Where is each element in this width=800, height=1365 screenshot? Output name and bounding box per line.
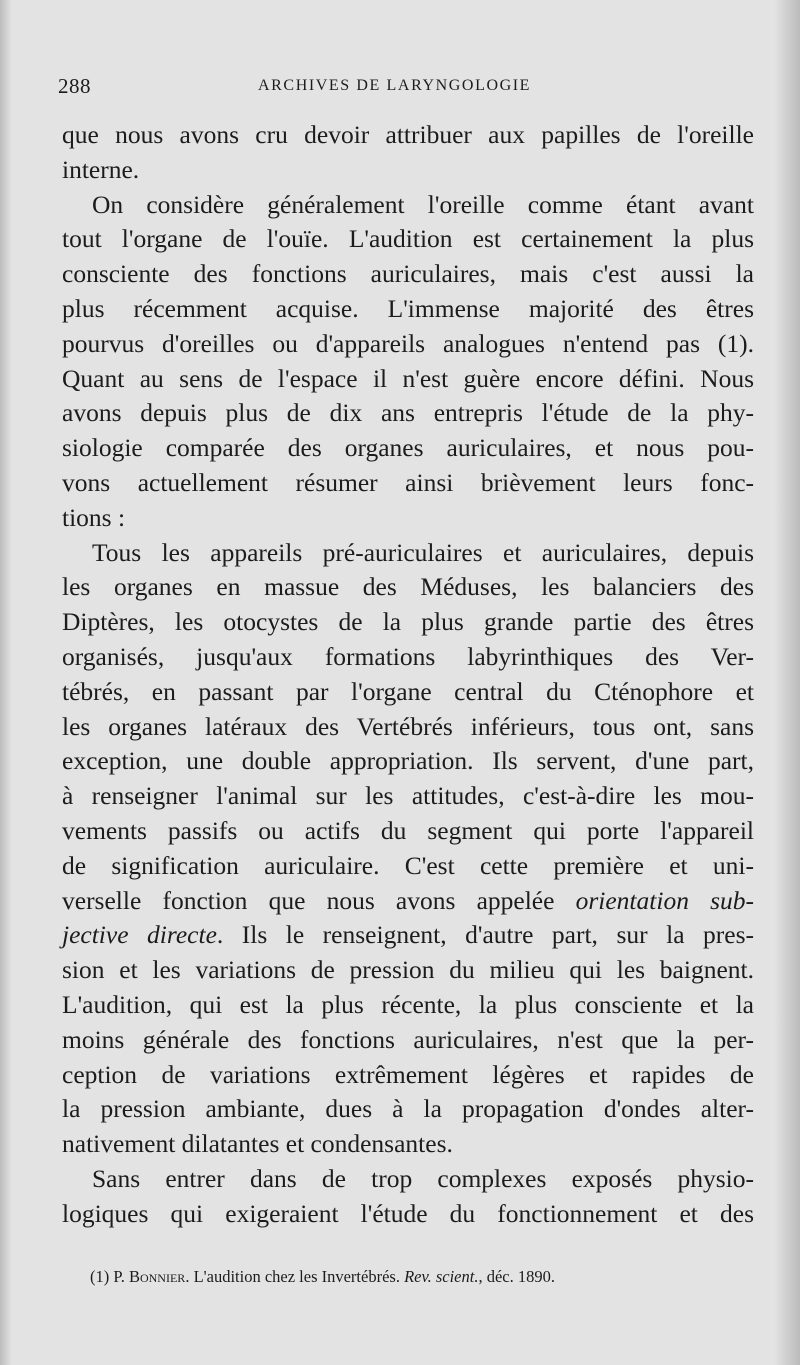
- text-line: [62, 918, 754, 953]
- text-line: avons depuis plus de dix ans entrepris l'étude de la phy-: [62, 398, 754, 428]
- text-fragment: verselle fonction que nous avons appelée: [62, 885, 555, 915]
- footnote: [90, 1267, 750, 1287]
- italic-term: orientation sub-: [575, 885, 755, 915]
- footnote-author: Bonnier: [128, 1267, 186, 1286]
- text-line: à renseigner l'animal sur les attitudes, c'est-à-dire les mou-: [62, 781, 754, 811]
- text-line: tébrés, en passant par l'organe central du Cténophore et: [62, 676, 754, 706]
- footnote-journal: Rev. scient.: [404, 1267, 479, 1286]
- footnote-date: , déc. 1890.: [478, 1267, 555, 1286]
- text-line: sion et les variations de pression du milieu qui les baignent.: [62, 955, 754, 985]
- text-line: pourvus d'oreilles ou d'appareils analogues n'entend pas (1).: [62, 328, 754, 358]
- text-line: tout l'organe de l'ouïe. L'audition est certainement la plus: [62, 224, 754, 254]
- text-line: Quant au sens de l'espace il n'est guère encore défini. Nous: [62, 363, 754, 393]
- running-title: ARCHIVES DE LARYNGOLOGIE: [258, 77, 532, 94]
- text-line: exception, une double appropriation. Ils servent, d'une part,: [62, 746, 754, 776]
- text-line: interne.: [62, 154, 140, 184]
- text-line: On considère généralement l'oreille comme étant avant: [92, 189, 754, 219]
- text-line: moins générale des fonctions auriculaires, n'est que la per-: [62, 1024, 754, 1054]
- page-number: 288: [58, 74, 91, 98]
- italic-term: jective directe: [62, 920, 217, 950]
- text-line: plus récemment acquise. L'immense majorité des êtres: [62, 293, 754, 323]
- page-edge-shadow-right: [774, 0, 800, 1365]
- text-line: nativement dilatantes et condensantes.: [62, 1129, 453, 1159]
- text-line: Diptères, les otocystes de la plus grande partie des êtres: [62, 607, 754, 637]
- text-line: ception de variations extrêmement légères et rapides de: [62, 1059, 754, 1089]
- text-line: la pression ambiante, dues à la propagation d'ondes alter-: [62, 1094, 754, 1124]
- text-line: siologie comparée des organes auriculaires, et nous pou-: [62, 433, 754, 463]
- text-line: les organes en massue des Méduses, les balanciers des: [62, 572, 754, 602]
- text-line: Sans entrer dans de trop complexes exposés physio-: [92, 1163, 754, 1193]
- text-fragment: . Ils le renseignent, d'autre part, sur la pres-: [216, 920, 754, 950]
- text-line: consciente des fonctions auriculaires, mais c'est aussi la: [62, 259, 754, 289]
- text-line: que nous avons cru devoir attribuer aux papilles de l'oreille: [62, 120, 754, 149]
- text-line: vements passifs ou actifs du segment qui porte l'appareil: [62, 815, 754, 845]
- footnote-text: . L'audition chez les Invertébrés.: [185, 1267, 400, 1286]
- text-line: logiques qui exigeraient l'étude du fonctionnement et des: [62, 1198, 754, 1228]
- text-line: tions :: [62, 502, 126, 532]
- text-line: vons actuellement résumer ainsi brièvement leurs fonc-: [62, 467, 754, 497]
- text-line: Tous les appareils pré-auriculaires et auriculaires, depuis: [92, 537, 754, 567]
- text-line: les organes latéraux des Vertébrés inférieurs, tous ont, sans: [62, 711, 754, 741]
- footnote-marker: (1) P.: [90, 1267, 125, 1286]
- text-line: organisés, jusqu'aux formations labyrinthiques des Ver-: [62, 641, 754, 671]
- text-line: [62, 884, 754, 919]
- running-head: [58, 74, 758, 102]
- text-line: L'audition, qui est la plus récente, la plus consciente et la: [62, 989, 754, 1019]
- body-text: [62, 118, 754, 1232]
- text-line: de signification auriculaire. C'est cette première et uni-: [62, 850, 754, 880]
- page-edge-shadow-left: [0, 0, 12, 1365]
